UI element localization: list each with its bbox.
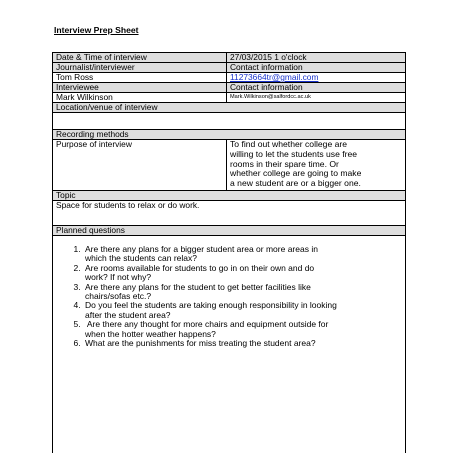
question-item: 6. What are the punishments for miss treating the student area? [83,339,402,348]
table-row [53,236,406,453]
table-row [53,103,406,113]
date-label: Date & Time of interview [53,53,227,63]
table-row [53,201,406,226]
purpose-line: a new student are or a bigger one. [230,178,361,189]
location-label: Location/venue of interview [53,103,406,113]
date-value: 27/03/2015 1 o'clock [227,53,406,63]
recording-label: Recording methods [53,130,406,140]
question-item: 1. Are there any plans for a bigger student area or more areas in which the students can relax? [83,245,402,264]
journalist-label: Journalist/interviewer [53,63,227,73]
table-row [53,191,406,201]
purpose-value [227,140,406,191]
location-value [53,113,406,130]
questions-list [56,245,402,348]
interview-prep-table [52,52,406,453]
table-row [53,83,406,93]
purpose-line: To find out whether college are [230,139,348,149]
table-row [53,53,406,63]
table-row [53,226,406,236]
table-row [53,63,406,73]
purpose-label: Purpose of interview [53,140,227,191]
questions-label: Planned questions [53,226,406,236]
purpose-line: whether college are going to make [230,168,362,179]
interviewee-contact-label: Contact information [227,83,406,93]
interviewee-label: Interviewee [53,83,227,93]
journalist-name: Tom Ross [53,73,227,83]
journalist-contact-label: Contact information [227,63,406,73]
topic-label: Topic [53,191,406,201]
table-row [53,140,406,191]
table-row [53,73,406,83]
interviewee-email: Mark.Wilkinson@salfordcc.ac.uk [227,93,406,103]
table-row [53,93,406,103]
question-item: 3. Are there any plans for the student to get better facilities like chairs/sofas etc.? [83,283,402,302]
page-title: Interview Prep Sheet [54,25,139,35]
table-row [53,130,406,140]
question-item: 5. Are there any thought for more chairs and equipment outside for when the hotter weather happens? [83,320,402,339]
interviewee-name: Mark Wilkinson [53,93,227,103]
purpose-line: rooms in their spare time. Or [230,158,339,169]
table-row [53,113,406,130]
topic-value: Space for students to relax or do work. [53,201,406,226]
journalist-email-link[interactable]: 11273664tr@gmail.com [230,72,319,82]
purpose-line: willing to let the students use free [230,148,358,159]
questions-cell [53,236,406,453]
question-item: 4. Do you feel the students are taking enough responsibility in looking after the student area? [83,301,402,320]
question-item: 2. Are rooms available for students to go in on their own and do work? If not why? [83,264,402,283]
